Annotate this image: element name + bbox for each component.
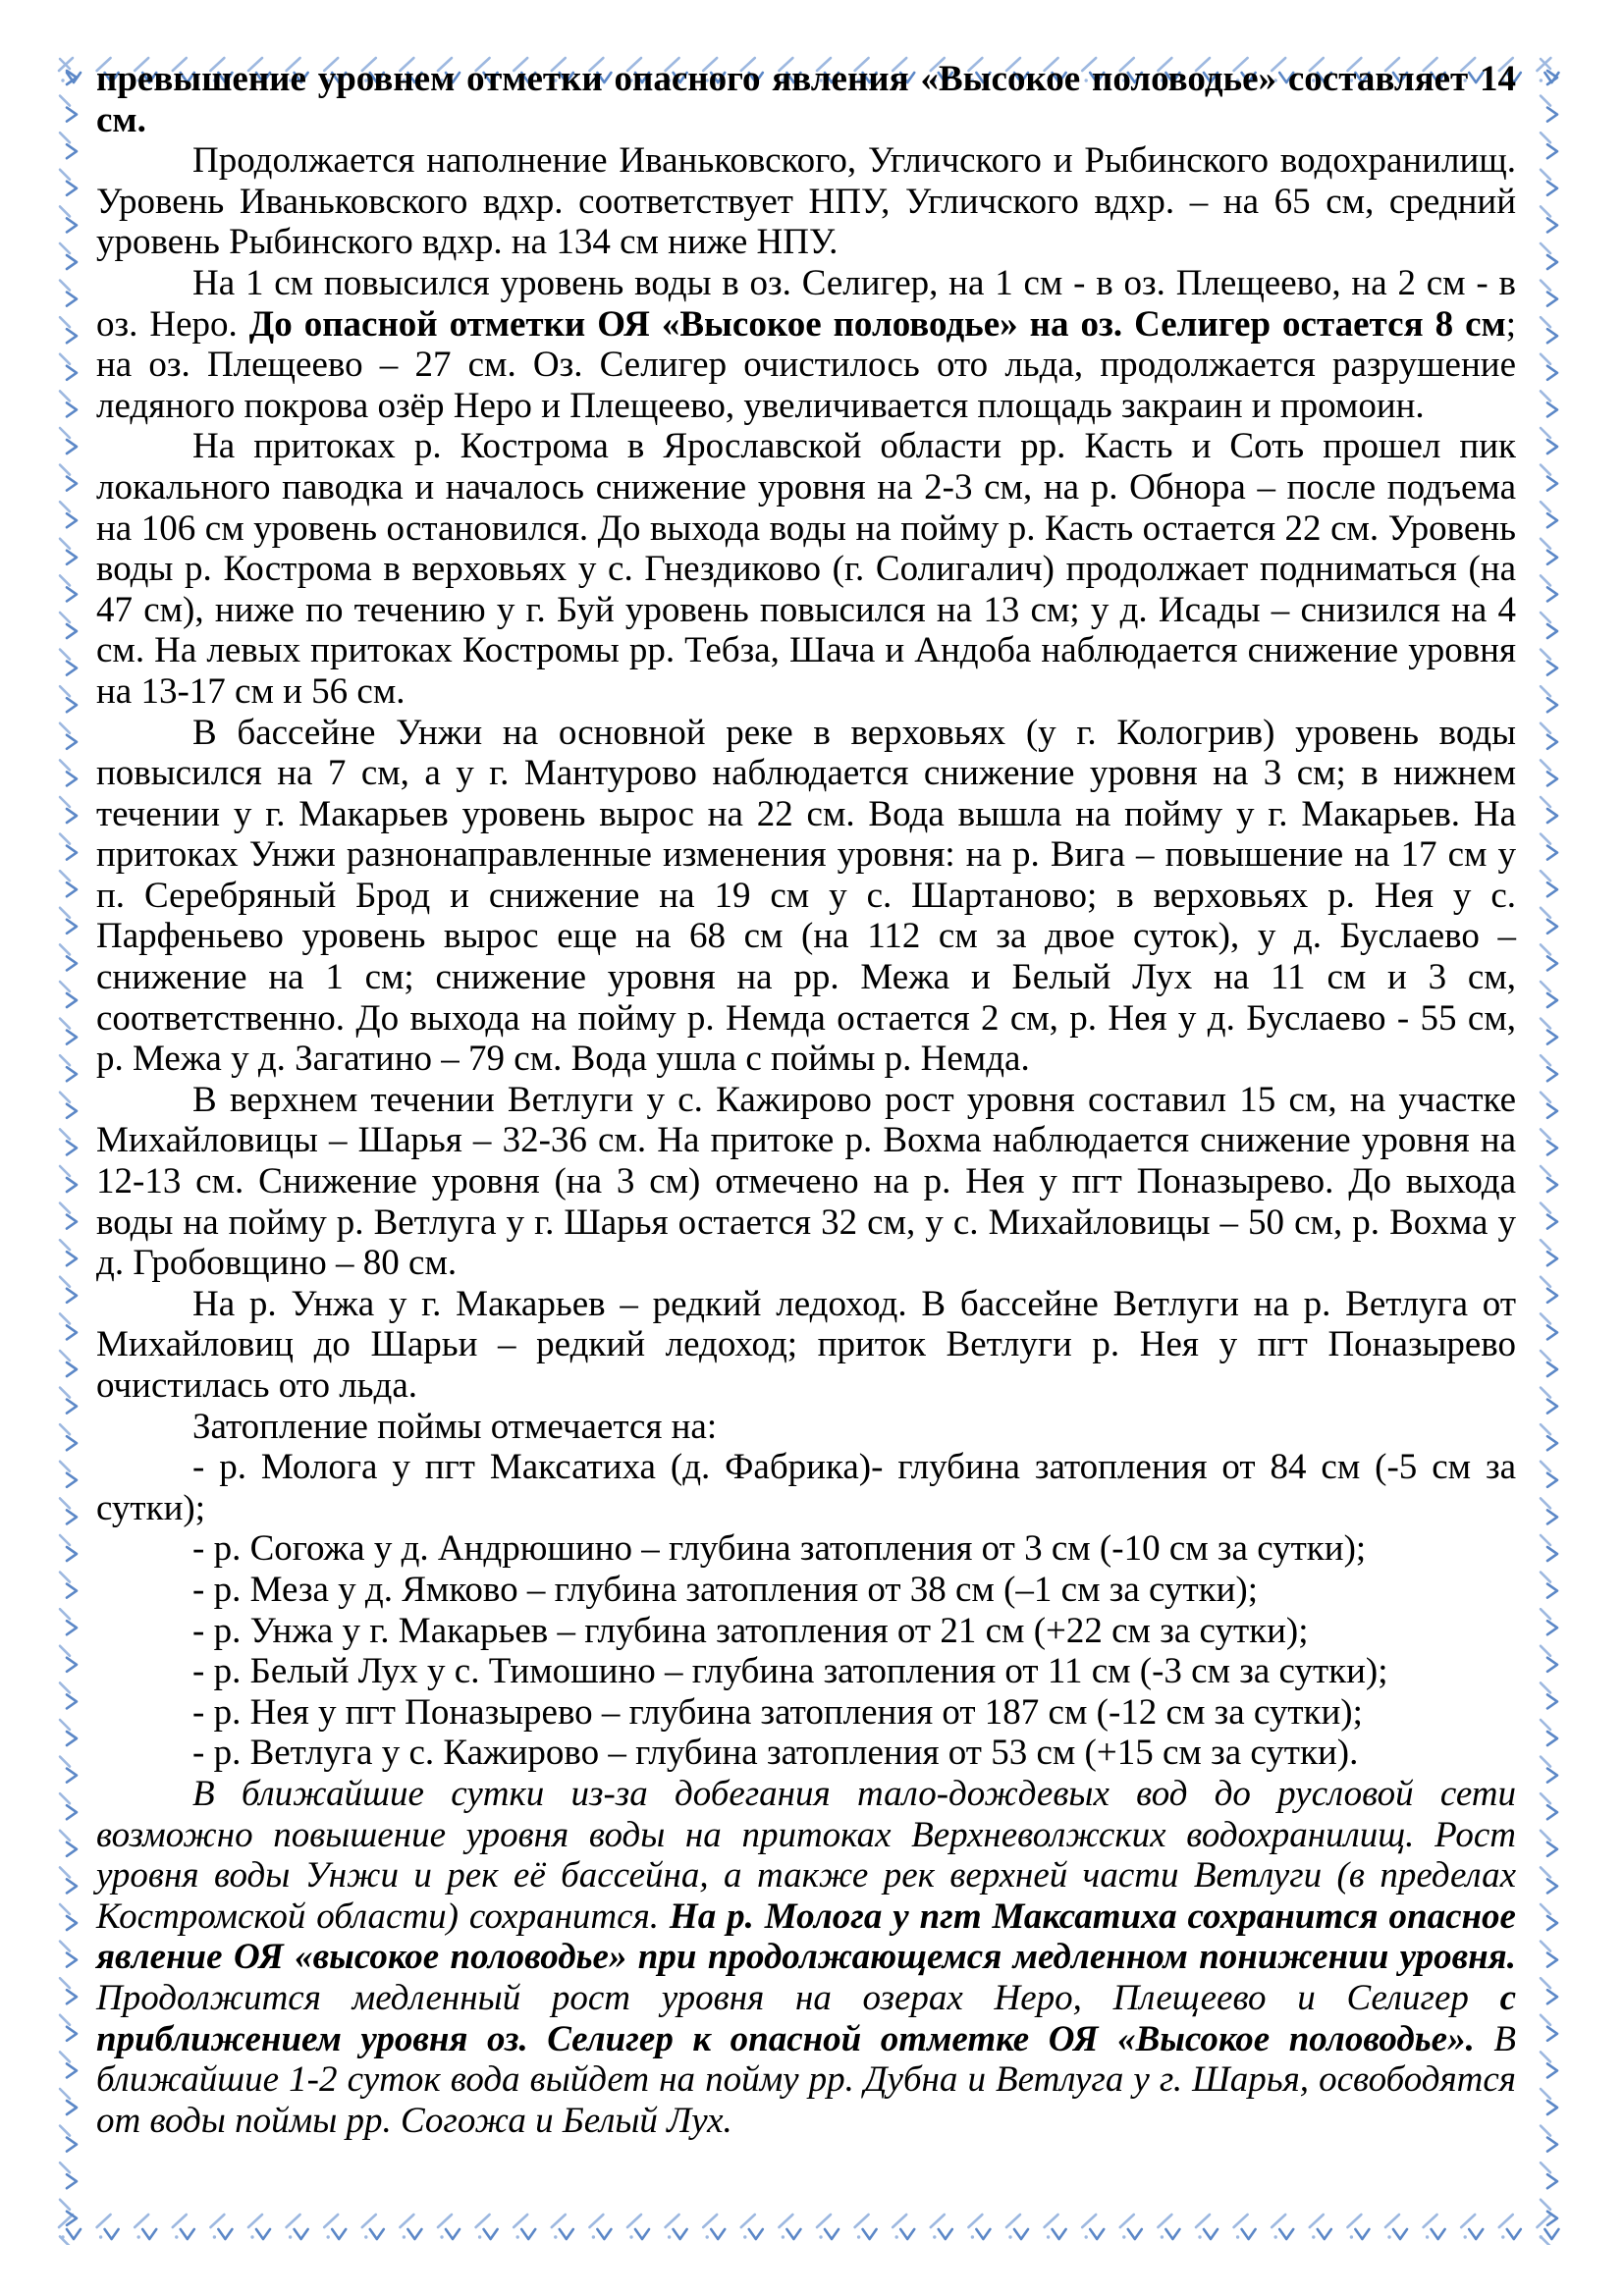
- paragraph-kostroma: [96, 426, 1516, 712]
- flood-list-item-neya: [96, 1692, 1516, 1734]
- text-run-italic: В ближайшие сутки из-за добегания тало-дождевых вод до русловой сети возможно повышение уровня воды на притоках Верхневолжских водохранилищ. Рост уровня воды Унжи и рек её бассейна, а также рек верхней части Ветлуги (в пределах Костромской области) сохранится.: [96, 1773, 1516, 1937]
- flood-list-item-vetluga: [96, 1733, 1516, 1774]
- text-run: В бассейне Унжи на основной реке в верховьях (у г. Кологрив) уровень воды повысился на 7 см, а у г. Мантурово наблюдается снижение уровня на 3 см; в нижнем течении у г. Макарьев уровень вырос на 22 см. Вода вышла на пойму у г. Макарьев. На притоках Унжи разнонаправленные изменения уровня: на р. Вига – повышение на 17 см у п. Серебряный Брод и снижение на 19 см у с. Шартаново; в верховьях р. Нея у с. Парфеньево уровень вырос еще на 68 см (на 112 см за двое суток), у д. Буслаево – снижение на 1 см; снижение уровня на рр. Межа и Белый Лух на 11 см и 3 см, соответственно. До выхода на пойму р. Немда остается 2 см, р. Нея у д. Буслаево - 55 см, р. Межа у д. Загатино – 79 см. Вода ушла с поймы р. Немда.: [96, 712, 1516, 1080]
- flood-list-item-bely-lukh: [96, 1651, 1516, 1692]
- flood-list-item-mologa: [96, 1447, 1516, 1528]
- page-border-right: [1535, 54, 1570, 2245]
- paragraph-lakes: [96, 263, 1516, 426]
- text-run: На 1 см повысился уровень воды в оз. Селигер, на 1 см - в оз. Плещеево, на 2 см - в оз. Неро.: [96, 262, 1516, 345]
- text-run-bold: До опасной отметки ОЯ «Высокое половодье» на оз. Селигер остается 8 см: [248, 303, 1506, 345]
- paragraph-forecast: [96, 1774, 1516, 2141]
- flood-list-item-sogozha: [96, 1528, 1516, 1570]
- text-run: - р. Согожа у д. Андрюшино – глубина затопления от 3 см (-10 см за сутки);: [192, 1528, 1367, 1570]
- text-run: На р. Унжа у г. Макарьев – редкий ледоход. В бассейне Ветлуги на р. Ветлуга от Михайловиц до Шарьи – редкий ледоход; приток Ветлуги р. Нея у пгт Поназырево очистилась ото льда.: [96, 1283, 1516, 1406]
- text-run: ; на оз. Плещеево – 27 см. Оз. Селигер очистилось ото льда, продолжается разрушение ледяного покрова озёр Неро и Плещеево, увеличивается площадь закраин и промоин.: [96, 303, 1516, 426]
- paragraph-reservoirs: [96, 140, 1516, 263]
- text-run-bold-italic: с приближением уровня оз. Селигер к опасной отметке ОЯ «Высокое половодье».: [96, 1977, 1516, 2059]
- paragraph-exceedance: [96, 59, 1516, 140]
- paragraph-flooding-header: [96, 1407, 1516, 1448]
- text-run-italic: В ближайшие 1-2 суток вода выйдет на пойму рр. Дубна и Ветлуга у г. Шарья, освободятся от воды поймы рр. Согожа и Белый Лух.: [96, 2018, 1516, 2141]
- text-run: Затопление поймы отмечается на:: [192, 1406, 718, 1447]
- paragraph-unzha-basin: [96, 713, 1516, 1080]
- text-run-italic: Продолжится медленный рост уровня на озерах Неро, Плещеево и Селигер: [96, 1977, 1500, 2018]
- text-run: В верхнем течении Ветлуги у с. Кажирово рост уровня составил 15 см, на участке Михайловицы – Шарья – 32-36 см. На притоке р. Вохма наблюдается снижение уровня на 12-13 см. Снижение уровня (на 3 см) отмечено на р. Нея у пгт Поназырево. До выхода воды на пойму р. Ветлуга у г. Шарья остается 32 см, у с. Михайловицы – 50 см, р. Вохма у д. Гробовщино – 80 см.: [96, 1079, 1516, 1284]
- text-run: Продолжается наполнение Иваньковского, Угличского и Рыбинского водохранилищ. Уровень Иваньковского вдхр. соответствует НПУ, Угличского вдхр. – на 65 см, средний уровень Рыбинского вдхр. на 134 см ниже НПУ.: [96, 140, 1516, 263]
- flood-list-item-meza: [96, 1570, 1516, 1611]
- text-run: - р. Нея у пгт Поназырево – глубина затопления от 187 см (-12 см за сутки);: [192, 1691, 1363, 1733]
- paragraph-ice-drift: [96, 1284, 1516, 1407]
- text-run: - р. Белый Лух у с. Тимошино – глубина затопления от 11 см (-3 см за сутки);: [192, 1651, 1388, 1692]
- text-run: - р. Меза у д. Ямково – глубина затопления от 38 см (–1 см за сутки);: [192, 1569, 1259, 1610]
- text-run-bold-italic: На р. Молога у пгт Максатиха сохранится опасное явление ОЯ «высокое половодье» при продолжающемся медленном понижении уровня.: [96, 1896, 1516, 1978]
- page-border-bottom: [55, 2211, 1571, 2244]
- text-run: превышение уровнем отметки опасного явления «Высокое половодье» составляет 14 см.: [96, 59, 1516, 140]
- document-body: [96, 59, 1516, 2141]
- text-run: На притоках р. Кострома в Ярославской области рр. Касть и Соть прошел пик локального паводка и началось снижение уровня на 2-3 см, на р. Обнора – после подъема на 106 см уровень остановился. До выхода воды на пойму р. Касть остается 22 см. Уровень воды р. Кострома в верховьях у с. Гнездиково (г. Солигалич) продолжает подниматься (на 47 см), ниже по течению у г. Буй уровень повысился на 13 см; у д. Исады – снизился на 4 см. На левых притоках Костромы рр. Тебза, Шача и Андоба наблюдается снижение уровня на 13-17 см и 56 см.: [96, 426, 1516, 712]
- text-run: - р. Молога у пгт Максатиха (д. Фабрика)- глубина затопления от 84 см (-5 см за сутки);: [96, 1447, 1516, 1528]
- text-run: - р. Ветлуга у с. Кажирово – глубина затопления от 53 см (+15 см за сутки).: [192, 1733, 1359, 1774]
- page-border-left: [54, 54, 89, 2245]
- text-run: - р. Унжа у г. Макарьев – глубина затопления от 21 см (+22 см за сутки);: [192, 1610, 1309, 1651]
- paragraph-vetluga: [96, 1080, 1516, 1284]
- flood-list-item-unzha: [96, 1611, 1516, 1652]
